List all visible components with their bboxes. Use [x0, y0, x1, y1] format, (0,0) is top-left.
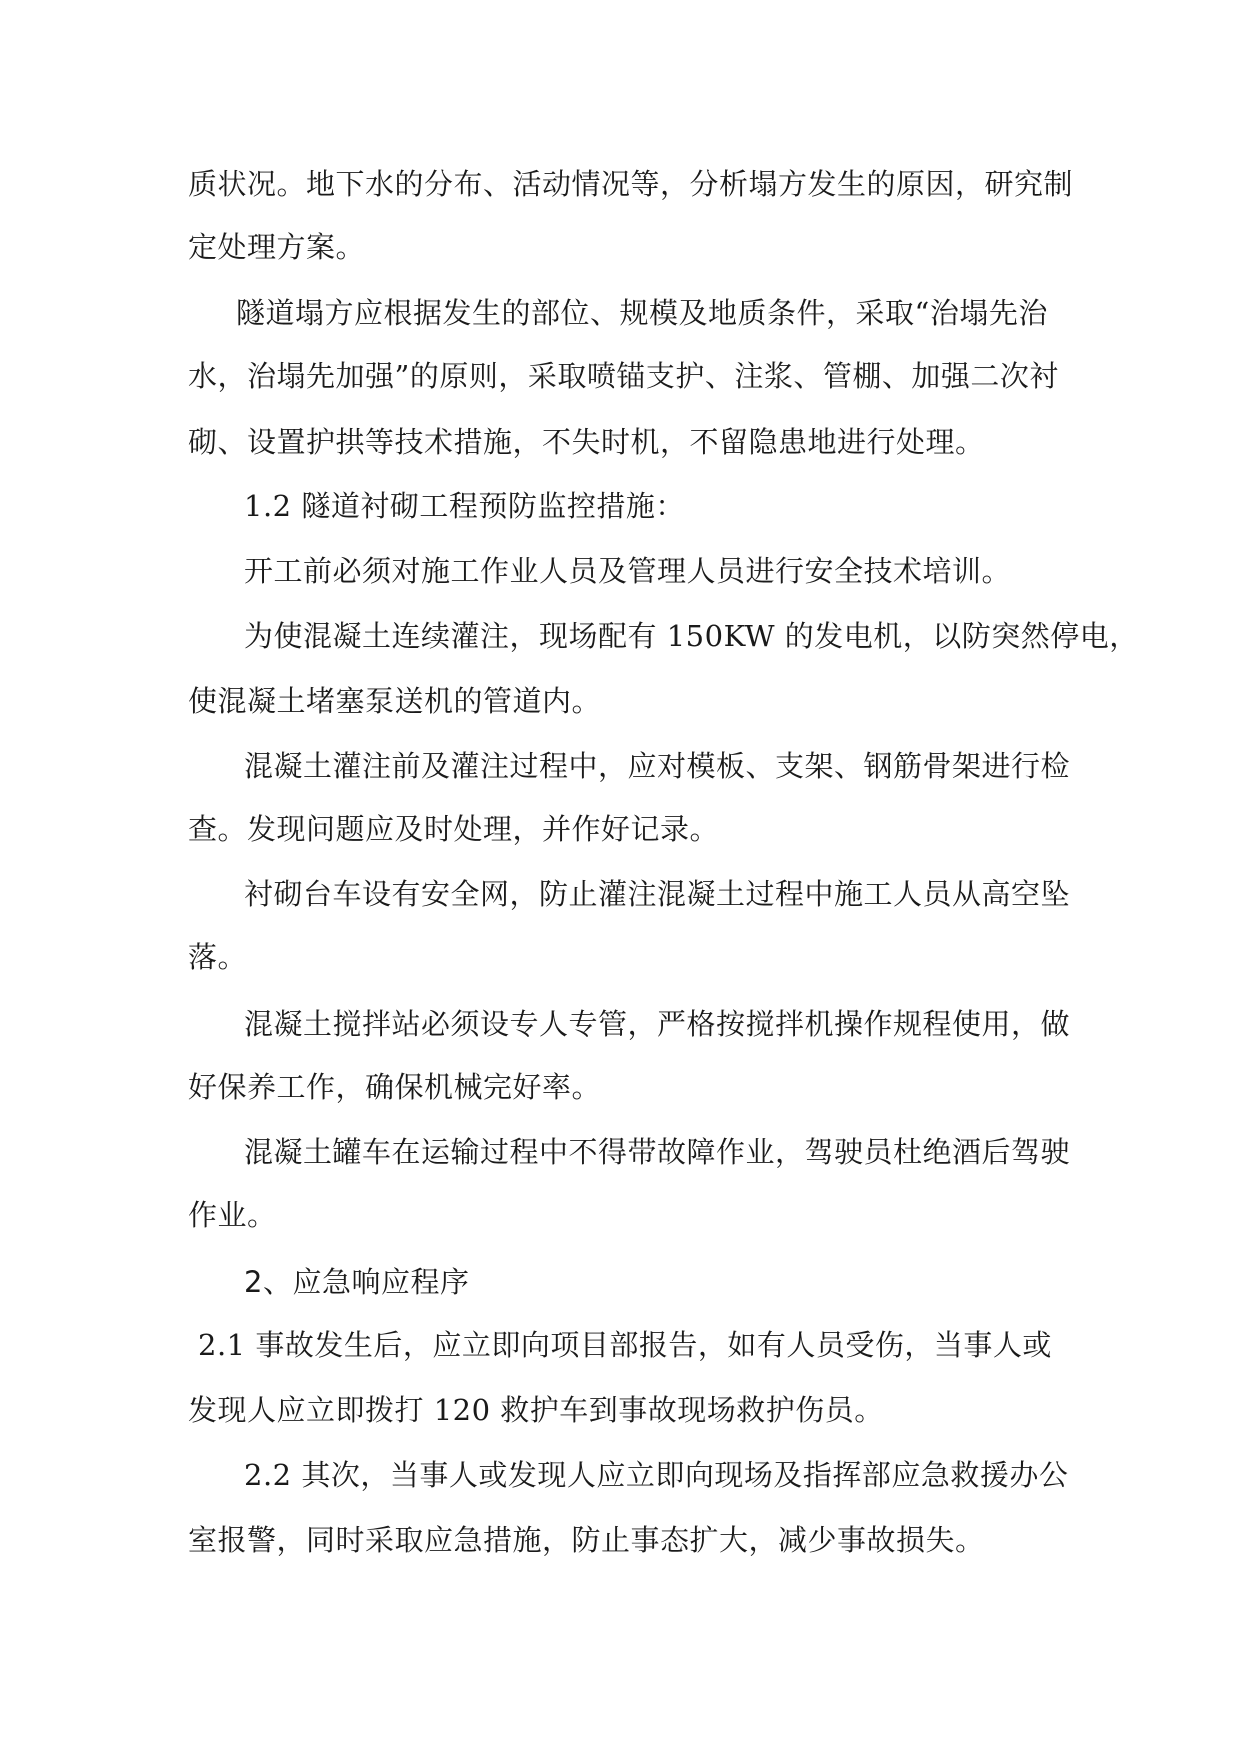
text-line: 定处理方案。	[188, 230, 366, 264]
text-line: 砌、设置护拱等技术措施，不失时机，不留隐患地进行处理。	[188, 425, 985, 459]
text-line: 为使混凝土连续灌注，现场配有 150KW 的发电机，以防突然停电，	[244, 619, 1139, 653]
text-line: 室报警，同时采取应急措施，防止事态扩大，减少事故损失。	[188, 1523, 985, 1557]
text-line: 发现人应立即拨打 120 救护车到事故现场救护伤员。	[188, 1393, 884, 1427]
text-line: 查。发现问题应及时处理，并作好记录。	[188, 812, 720, 846]
text-line: 水，治塌先加强”的原则，采取喷锚支护、注浆、管棚、加强二次衬	[188, 359, 1059, 393]
text-line: 作业。	[188, 1198, 277, 1232]
text-line: 2.1 事故发生后，应立即向项目部报告，如有人员受伤，当事人或	[198, 1328, 1052, 1362]
text-line: 衬砌台车设有安全网，防止灌注混凝土过程中施工人员从高空坠	[244, 877, 1071, 911]
section-heading: 2、应急响应程序	[244, 1265, 470, 1299]
text-line: 混凝土灌注前及灌注过程中，应对模板、支架、钢筋骨架进行检	[244, 749, 1071, 783]
text-line: 落。	[188, 940, 248, 974]
section-heading: 1.2 隧道衬砌工程预防监控措施：	[244, 489, 685, 523]
text-line: 使混凝土堵塞泵送机的管道内。	[188, 684, 602, 718]
text-line: 质状况。地下水的分布、活动情况等，分析塌方发生的原因，研究制	[188, 167, 1074, 201]
text-line: 开工前必须对施工作业人员及管理人员进行安全技术培训。	[244, 554, 1012, 588]
text-line: 2.2 其次，当事人或发现人应立即向现场及指挥部应急救援办公	[244, 1458, 1069, 1492]
text-line: 混凝土罐车在运输过程中不得带故障作业，驾驶员杜绝酒后驾驶	[244, 1135, 1071, 1169]
text-line: 隧道塌方应根据发生的部位、规模及地质条件，采取“治塌先治	[236, 296, 1048, 330]
text-line: 混凝土搅拌站必须设专人专管，严格按搅拌机操作规程使用，做	[244, 1007, 1071, 1041]
text-line: 好保养工作，确保机械完好率。	[188, 1070, 602, 1104]
